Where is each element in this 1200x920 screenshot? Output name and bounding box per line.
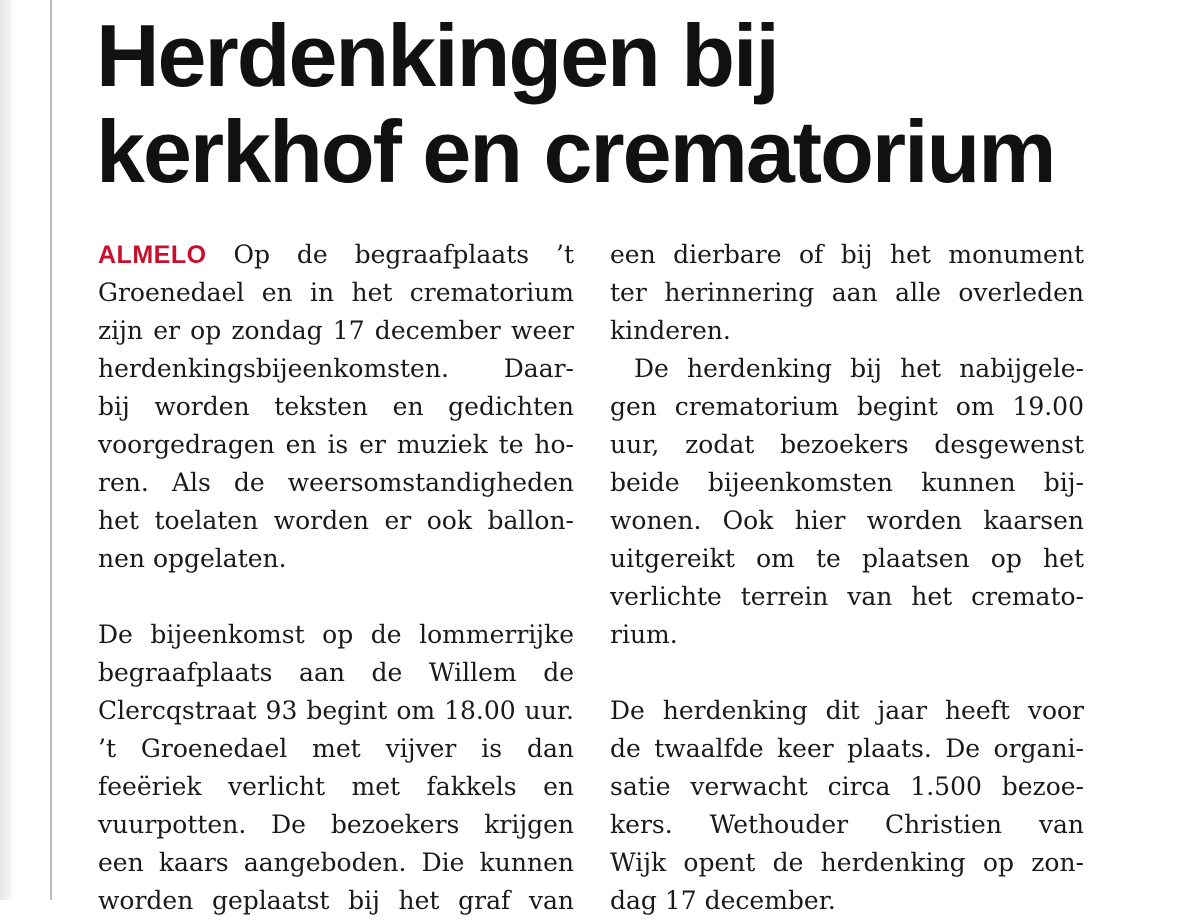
body-line: voorgedragen en is er muziek te ho- [98,430,574,459]
body-line: verlichte terrein van het cremato- [610,582,1084,611]
body-line: zijn er op zondag 17 december weer [98,316,574,345]
column-divider-rule [50,0,52,900]
body-line: ren. Als de weersomstandigheden [98,468,574,497]
article-column-left [98,236,574,920]
body-line: Groenedael en in het crematorium [98,278,574,307]
body-line: wonen. Ook hier worden kaarsen [610,506,1084,535]
body-line: De bijeenkomst op de lommerrijke [98,620,574,649]
article-headline [96,8,1186,200]
body-line: een dierbare of bij het monument [610,240,1084,269]
body-line: kinderen. [610,316,731,345]
body-line: vuurpotten. De bezoekers krijgen [98,810,574,839]
body-line: herdenkingsbijeenkomsten. Daar- [98,354,574,383]
body-line: bij worden teksten en gedichten [98,392,574,421]
body-line: uitgereikt om te plaatsen op het [610,544,1084,573]
body-line: worden geplaatst bij het graf van [98,886,574,915]
body-line: begraafplaats aan de Willem de [98,658,574,687]
paragraph-gap [98,578,574,616]
body-line: uur, zodat bezoekers desgewenst [610,430,1084,459]
body-line: een kaars aangeboden. Die kunnen [98,848,574,877]
headline-line-2: kerkhof en crematorium [96,102,1055,201]
body-line: Clercqstraat 93 begint om 18.00 uur. [98,696,574,725]
body-line: ’t Groenedael met vijver is dan [98,734,574,763]
body-line: de twaalfde keer plaats. De organi- [610,734,1084,763]
body-line: Wijk opent de herdenking op zon- [610,848,1084,877]
body-line: feeëriek verlicht met fakkels en [98,772,574,801]
body-line: gen crematorium begint om 19.00 [610,392,1084,421]
body-line: satie verwacht circa 1.500 bezoe- [610,772,1084,801]
body-line: rium. [610,620,678,649]
body-line: De herdenking dit jaar heeft voor [610,696,1084,725]
page-edge-shadow [0,0,12,900]
dateline: ALMELO [98,241,207,269]
body-line-text: Op de begraafplaats ’t [233,240,574,269]
body-line: het toelaten worden er ook ballon- [98,506,574,535]
body-line [98,236,574,274]
body-line: kers. Wethouder Christien van [610,810,1084,839]
body-line: beide bijeenkomsten kunnen bij- [610,468,1084,497]
headline-line-1: Herdenkingen bij [96,6,778,105]
article-column-right [610,236,1084,920]
paragraph-gap [610,654,1084,692]
body-line: ter herinnering aan alle overleden [610,278,1084,307]
body-line: dag 17 december. [610,886,836,915]
body-line: De herdenking bij het nabijgele- [634,354,1084,383]
body-line: nen opgelaten. [98,544,287,573]
